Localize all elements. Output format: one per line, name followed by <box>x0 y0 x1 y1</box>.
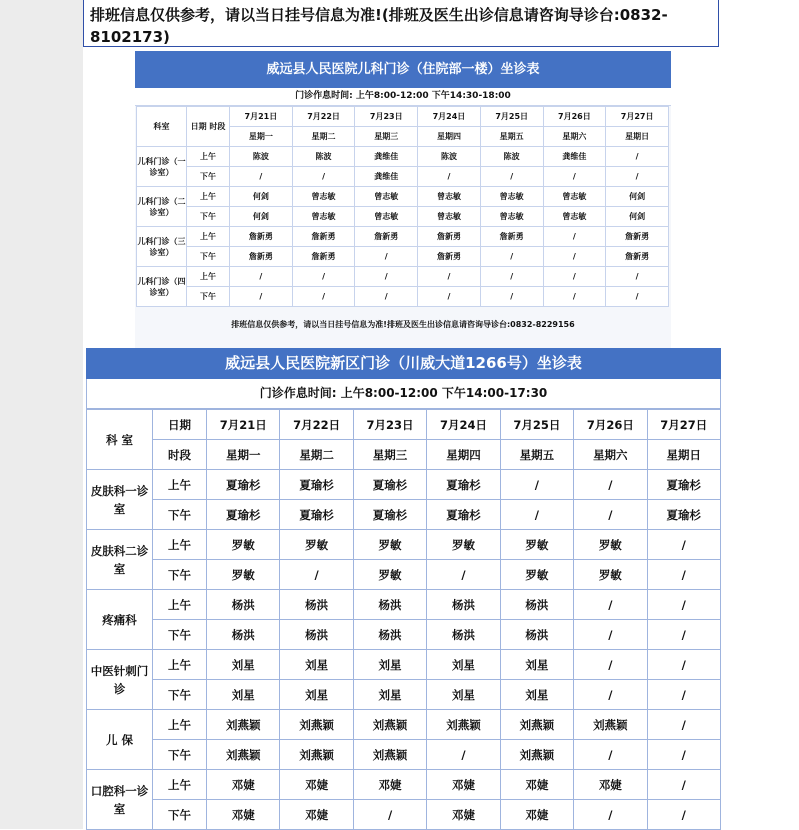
doctor-cell: 曾志敏 <box>292 187 355 207</box>
doctor-cell: / <box>606 287 669 307</box>
doctor-cell: / <box>574 500 647 530</box>
doctor-cell: / <box>543 247 606 267</box>
doctor-cell: 夏瑜杉 <box>353 470 426 500</box>
weekday-header: 星期日 <box>606 127 669 147</box>
doctor-cell: / <box>353 800 426 830</box>
table-row <box>87 650 721 680</box>
doctor-cell: 罗敏 <box>427 530 500 560</box>
date-header: 7月27日 <box>647 410 720 440</box>
weekday-header: 星期日 <box>647 440 720 470</box>
doctor-cell: 曾志敏 <box>418 207 481 227</box>
doctor-cell: 杨洪 <box>280 620 353 650</box>
doctor-cell: 邓婕 <box>427 770 500 800</box>
doctor-cell: / <box>543 227 606 247</box>
doctor-cell: / <box>647 620 720 650</box>
doctor-cell: 刘星 <box>207 680 280 710</box>
doctor-cell: / <box>647 560 720 590</box>
dept-header: 科 室 <box>87 410 153 470</box>
doctor-cell: 何剑 <box>230 187 293 207</box>
doctor-cell: / <box>647 530 720 560</box>
doctor-cell: / <box>606 267 669 287</box>
doctor-cell: 詹新勇 <box>292 227 355 247</box>
doctor-cell: 刘燕颖 <box>353 740 426 770</box>
doctor-cell: 邓婕 <box>500 800 573 830</box>
doctor-cell: 夏瑜杉 <box>427 500 500 530</box>
doctor-cell: 刘星 <box>500 680 573 710</box>
doctor-cell: / <box>574 800 647 830</box>
department-name: 儿 保 <box>87 710 153 770</box>
doctor-cell: 詹新勇 <box>418 247 481 267</box>
schedule-notice: 排班信息仅供参考，请以当日挂号信息为准!(排班及医生出诊信息请咨询导诊台:0832-8102173) <box>83 0 719 47</box>
weekday-header: 星期六 <box>543 127 606 147</box>
department-name: 疼痛科 <box>87 590 153 650</box>
table-row <box>87 680 721 710</box>
doctor-cell: / <box>574 590 647 620</box>
weekday-header: 星期三 <box>353 440 426 470</box>
doctor-cell: 刘星 <box>500 650 573 680</box>
new-district-table-grid <box>86 409 721 830</box>
doctor-cell: 龚维佳 <box>355 167 418 187</box>
period-label: 上午 <box>187 147 230 167</box>
table-row <box>137 147 669 167</box>
pediatrics-schedule-table <box>135 51 671 348</box>
weekday-header: 星期一 <box>230 127 293 147</box>
table-row <box>87 770 721 800</box>
doctor-cell: / <box>574 620 647 650</box>
weekday-header: 星期二 <box>280 440 353 470</box>
doctor-cell: 罗敏 <box>574 530 647 560</box>
doctor-cell: 夏瑜杉 <box>207 500 280 530</box>
doctor-cell: / <box>230 267 293 287</box>
doctor-cell: / <box>480 267 543 287</box>
doctor-cell: 曾志敏 <box>292 207 355 227</box>
period-label: 下午 <box>187 167 230 187</box>
doctor-cell: 刘燕颖 <box>500 710 573 740</box>
weekday-header: 星期一 <box>207 440 280 470</box>
date-header: 7月26日 <box>543 107 606 127</box>
doctor-cell: 何剑 <box>606 187 669 207</box>
doctor-cell: / <box>543 167 606 187</box>
doctor-cell: / <box>418 287 481 307</box>
weekday-header: 星期五 <box>480 127 543 147</box>
doctor-cell: 曾志敏 <box>543 207 606 227</box>
date-header: 7月21日 <box>207 410 280 440</box>
table-row <box>87 470 721 500</box>
doctor-cell: 陈波 <box>480 147 543 167</box>
department-name: 儿科门诊（一诊室） <box>137 147 187 187</box>
period-label-header: 时段 <box>153 440 207 470</box>
doctor-cell: / <box>647 740 720 770</box>
doctor-cell: / <box>355 287 418 307</box>
doctor-cell: 刘燕颖 <box>427 710 500 740</box>
doctor-cell: 詹新勇 <box>355 227 418 247</box>
period-label: 上午 <box>187 227 230 247</box>
doctor-cell: 詹新勇 <box>292 247 355 267</box>
doctor-cell: / <box>480 287 543 307</box>
period-label: 下午 <box>187 247 230 267</box>
doctor-cell: 杨洪 <box>207 590 280 620</box>
table-header-row <box>137 107 669 127</box>
table-row <box>137 247 669 267</box>
table-row <box>137 227 669 247</box>
doctor-cell: 刘燕颖 <box>353 710 426 740</box>
doctor-cell: 曾志敏 <box>355 187 418 207</box>
doctor-cell: 夏瑜杉 <box>353 500 426 530</box>
doctor-cell: / <box>574 740 647 770</box>
doctor-cell: 何剑 <box>230 207 293 227</box>
table-row <box>87 800 721 830</box>
doctor-cell: / <box>647 680 720 710</box>
doctor-cell: 詹新勇 <box>418 227 481 247</box>
date-label-header: 日期 <box>153 410 207 440</box>
page-margin-left <box>0 0 83 829</box>
table-row <box>137 287 669 307</box>
period-label: 下午 <box>187 207 230 227</box>
date-header: 7月25日 <box>500 410 573 440</box>
date-header: 7月24日 <box>418 107 481 127</box>
doctor-cell: 曾志敏 <box>418 187 481 207</box>
doctor-cell: 夏瑜杉 <box>280 500 353 530</box>
doctor-cell: / <box>230 167 293 187</box>
doctor-cell: / <box>574 650 647 680</box>
doctor-cell: / <box>292 267 355 287</box>
period-label: 上午 <box>153 470 207 500</box>
doctor-cell: / <box>647 800 720 830</box>
doctor-cell: 詹新勇 <box>606 247 669 267</box>
doctor-cell: 杨洪 <box>427 620 500 650</box>
department-name: 中医针刺门诊 <box>87 650 153 710</box>
table-row <box>137 267 669 287</box>
doctor-cell: 邓婕 <box>207 770 280 800</box>
date-header: 7月24日 <box>427 410 500 440</box>
date-period-header: 日期 时段 <box>187 107 230 147</box>
doctor-cell: / <box>355 247 418 267</box>
new-district-clinic-hours: 门诊作息时间: 上午8:00-12:00 下午14:00-17:30 <box>86 379 721 409</box>
new-district-schedule-table <box>86 348 721 829</box>
doctor-cell: 罗敏 <box>353 560 426 590</box>
doctor-cell: / <box>292 287 355 307</box>
doctor-cell: / <box>647 770 720 800</box>
doctor-cell: 刘星 <box>207 650 280 680</box>
table-header-row <box>87 410 721 440</box>
doctor-cell: / <box>606 167 669 187</box>
department-name: 口腔科一诊室 <box>87 770 153 830</box>
doctor-cell: 刘星 <box>427 650 500 680</box>
doctor-cell: 曾志敏 <box>355 207 418 227</box>
doctor-cell: / <box>574 680 647 710</box>
doctor-cell: / <box>427 560 500 590</box>
doctor-cell: 夏瑜杉 <box>647 500 720 530</box>
table-weekday-row <box>87 440 721 470</box>
doctor-cell: / <box>418 267 481 287</box>
period-label: 下午 <box>153 620 207 650</box>
doctor-cell: 邓婕 <box>353 770 426 800</box>
department-name: 儿科门诊（四诊室） <box>137 267 187 307</box>
page-margin-right <box>721 0 799 829</box>
date-header: 7月23日 <box>355 107 418 127</box>
table-row <box>87 560 721 590</box>
doctor-cell: 詹新勇 <box>230 247 293 267</box>
doctor-cell: 罗敏 <box>574 560 647 590</box>
doctor-cell: / <box>480 167 543 187</box>
period-label: 下午 <box>153 500 207 530</box>
doctor-cell: 龚维佳 <box>543 147 606 167</box>
doctor-cell: 陈波 <box>230 147 293 167</box>
doctor-cell: 夏瑜杉 <box>280 470 353 500</box>
doctor-cell: 夏瑜杉 <box>647 470 720 500</box>
table-row <box>87 530 721 560</box>
doctor-cell: / <box>606 147 669 167</box>
doctor-cell: 刘星 <box>280 650 353 680</box>
doctor-cell: 刘燕颖 <box>500 740 573 770</box>
table-row <box>137 187 669 207</box>
doctor-cell: 刘星 <box>353 650 426 680</box>
doctor-cell: 刘燕颖 <box>574 710 647 740</box>
date-header: 7月23日 <box>353 410 426 440</box>
date-header: 7月21日 <box>230 107 293 127</box>
doctor-cell: 罗敏 <box>500 530 573 560</box>
doctor-cell: 曾志敏 <box>480 207 543 227</box>
doctor-cell: 刘星 <box>353 680 426 710</box>
doctor-cell: 邓婕 <box>574 770 647 800</box>
pediatrics-table-title: 威远县人民医院儿科门诊（住院部一楼）坐诊表 <box>135 51 671 88</box>
table-row <box>87 500 721 530</box>
doctor-cell: 罗敏 <box>500 560 573 590</box>
doctor-cell: / <box>647 650 720 680</box>
doctor-cell: 陈波 <box>418 147 481 167</box>
period-label: 下午 <box>187 287 230 307</box>
doctor-cell: / <box>500 470 573 500</box>
doctor-cell: 邓婕 <box>207 800 280 830</box>
table-row <box>87 590 721 620</box>
doctor-cell: 杨洪 <box>500 620 573 650</box>
doctor-cell: 詹新勇 <box>606 227 669 247</box>
doctor-cell: 罗敏 <box>353 530 426 560</box>
table-row <box>87 620 721 650</box>
doctor-cell: 刘星 <box>280 680 353 710</box>
doctor-cell: 罗敏 <box>207 560 280 590</box>
doctor-cell: 邓婕 <box>280 800 353 830</box>
doctor-cell: / <box>647 710 720 740</box>
pediatrics-clinic-hours: 门诊作息时间: 上午8:00-12:00 下午14:30-18:00 <box>135 88 671 106</box>
table-row <box>137 207 669 227</box>
doctor-cell: 罗敏 <box>280 530 353 560</box>
doctor-cell: 詹新勇 <box>230 227 293 247</box>
new-district-table-title: 威远县人民医院新区门诊（川威大道1266号）坐诊表 <box>86 348 721 379</box>
doctor-cell: 曾志敏 <box>480 187 543 207</box>
period-label: 下午 <box>153 800 207 830</box>
table-row <box>137 167 669 187</box>
period-label: 上午 <box>153 710 207 740</box>
date-header: 7月22日 <box>280 410 353 440</box>
doctor-cell: 邓婕 <box>280 770 353 800</box>
doctor-cell: / <box>500 500 573 530</box>
period-label: 上午 <box>153 530 207 560</box>
date-header: 7月22日 <box>292 107 355 127</box>
weekday-header: 星期六 <box>574 440 647 470</box>
doctor-cell: 邓婕 <box>500 770 573 800</box>
department-name: 儿科门诊（二诊室） <box>137 187 187 227</box>
pediatrics-table-footer: 排班信息仅供参考，请以当日挂号信息为准!排班及医生出诊信息请咨询导诊台:0832-8229156 <box>231 320 575 329</box>
department-name: 儿科门诊（三诊室） <box>137 227 187 267</box>
doctor-cell: 夏瑜杉 <box>427 470 500 500</box>
period-label: 下午 <box>153 680 207 710</box>
doctor-cell: 刘燕颖 <box>207 710 280 740</box>
table-row <box>87 710 721 740</box>
doctor-cell: 陈波 <box>292 147 355 167</box>
period-label: 下午 <box>153 740 207 770</box>
doctor-cell: 杨洪 <box>353 620 426 650</box>
weekday-header: 星期五 <box>500 440 573 470</box>
doctor-cell: / <box>355 267 418 287</box>
period-label: 上午 <box>153 770 207 800</box>
doctor-cell: / <box>230 287 293 307</box>
dept-header: 科室 <box>137 107 187 147</box>
weekday-header: 星期四 <box>427 440 500 470</box>
table-row <box>87 740 721 770</box>
doctor-cell: / <box>543 287 606 307</box>
doctor-cell: 罗敏 <box>207 530 280 560</box>
weekday-header: 星期四 <box>418 127 481 147</box>
doctor-cell: 曾志敏 <box>543 187 606 207</box>
doctor-cell: / <box>480 247 543 267</box>
doctor-cell: / <box>292 167 355 187</box>
doctor-cell: 龚维佳 <box>355 147 418 167</box>
weekday-header: 星期二 <box>292 127 355 147</box>
date-header: 7月26日 <box>574 410 647 440</box>
doctor-cell: 邓婕 <box>427 800 500 830</box>
period-label: 上午 <box>187 187 230 207</box>
department-name: 皮肤科一诊室 <box>87 470 153 530</box>
doctor-cell: 刘燕颖 <box>280 740 353 770</box>
doctor-cell: 刘星 <box>427 680 500 710</box>
department-name: 皮肤科二诊室 <box>87 530 153 590</box>
date-header: 7月27日 <box>606 107 669 127</box>
doctor-cell: / <box>574 470 647 500</box>
doctor-cell: 杨洪 <box>353 590 426 620</box>
period-label: 下午 <box>153 560 207 590</box>
doctor-cell: / <box>418 167 481 187</box>
doctor-cell: 杨洪 <box>280 590 353 620</box>
doctor-cell: 詹新勇 <box>480 227 543 247</box>
doctor-cell: 杨洪 <box>207 620 280 650</box>
doctor-cell: / <box>427 740 500 770</box>
date-header: 7月25日 <box>480 107 543 127</box>
pediatrics-table-grid <box>136 106 669 307</box>
doctor-cell: 何剑 <box>606 207 669 227</box>
period-label: 上午 <box>153 590 207 620</box>
doctor-cell: 杨洪 <box>427 590 500 620</box>
weekday-header: 星期三 <box>355 127 418 147</box>
doctor-cell: 刘燕颖 <box>280 710 353 740</box>
doctor-cell: / <box>543 267 606 287</box>
doctor-cell: / <box>280 560 353 590</box>
period-label: 上午 <box>153 650 207 680</box>
doctor-cell: 夏瑜杉 <box>207 470 280 500</box>
doctor-cell: 刘燕颖 <box>207 740 280 770</box>
doctor-cell: 杨洪 <box>500 590 573 620</box>
period-label: 上午 <box>187 267 230 287</box>
doctor-cell: / <box>647 590 720 620</box>
